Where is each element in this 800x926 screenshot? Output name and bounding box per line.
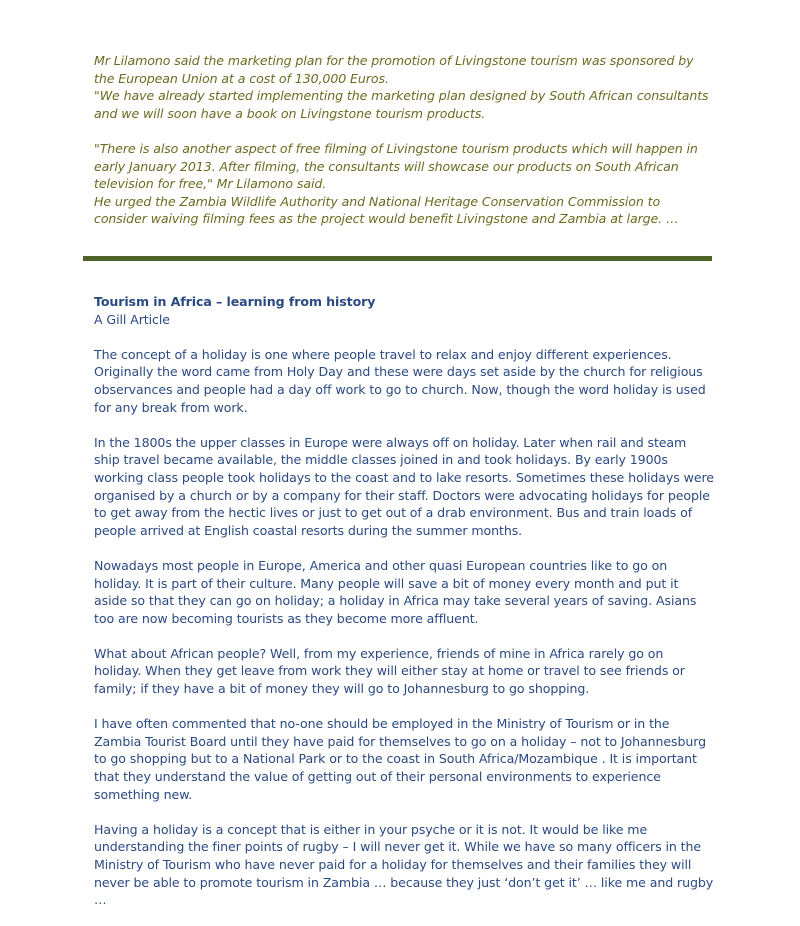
article-byline: A Gill Article [94,311,170,327]
article-paragraph: In the 1800s the upper classes in Europe were always off on holiday. Later when rail and steam ship travel became available, the middle classes joined in and took holidays. By early 1900s working class people took holidays to the coast and to lake resorts. Sometimes these holidays were organised by a church or by a company for their staff. Doctors were advocating holidays for people to get away from the hectic lives or just to get out of a drab environment. Bus and train loads of people arrived at English coastal resorts during the summer months. [94,434,714,538]
excerpt-paragraph: "We have already started implementing the marketing plan designed by South African consultants and we will soon have a book on Livingstone tourism products. [94,88,709,121]
article-paragraph: The concept of a holiday is one where people travel to relax and enjoy different experiences. Originally the word came from Holy Day and these were days set aside by the church for religious observances and people had a day off work to go to church. Now, though the word holiday is used for any break from work. [94,346,706,415]
article-title: Tourism in Africa – learning from history [94,294,376,309]
article-paragraph: Nowadays most people in Europe, America and other quasi European countries like to go on holiday. It is part of their culture. Many people will save a bit of money every month and put it aside so that they can go on holiday; a holiday in Africa may take several years of saving. Asians too are now becoming tourists as they become more affluent. [94,557,697,626]
article-paragraph: Having a holiday is a concept that is either in your psyche or it is not. It would be like me understanding the finer points of rugby – I will never get it. While we have so many officers in the Ministry of Tourism who have never paid for a holiday for themselves and their families they will never be able to promote tourism in Zambia … because they just ‘don’t get it’ … like me and rugby … [94,821,714,908]
article-paragraph: I have often commented that no-one should be employed in the Ministry of Tourism or in the Zambia Tourist Board until they have paid for themselves to go on a holiday – not to Johannesburg to go shopping but to a National Park or to the coast in South Africa/Mozambique . It is important that they understand the value of getting out of their personal environments to experience something new. [94,716,707,802]
paragraph-gap [94,122,714,140]
news-excerpt [94,52,714,228]
article-paragraph: What about African people? Well, from my experience, friends of mine in Africa rarely go on holiday. When they get leave from work they will either stay at home or travel to see friends or family; if they have a bit of money they will go to Johannesburg to go shopping. [94,645,685,697]
article [94,293,714,926]
excerpt-paragraph: He urged the Zambia Wildlife Authority and National Heritage Conservation Commission to consider waiving filming fees as the project would benefit Livingstone and Zambia at large. … [94,193,679,227]
section-divider [83,256,712,261]
excerpt-paragraph: Mr Lilamono said the marketing plan for the promotion of Livingstone tourism was sponsored by the European Union at a cost of 130,000 Euros. [94,53,694,86]
excerpt-paragraph: "There is also another aspect of free filming of Livingstone tourism products which will happen in early January 2013. After filming, the consultants will showcase our products on South African television for free," Mr Lilamono said. [94,140,698,192]
